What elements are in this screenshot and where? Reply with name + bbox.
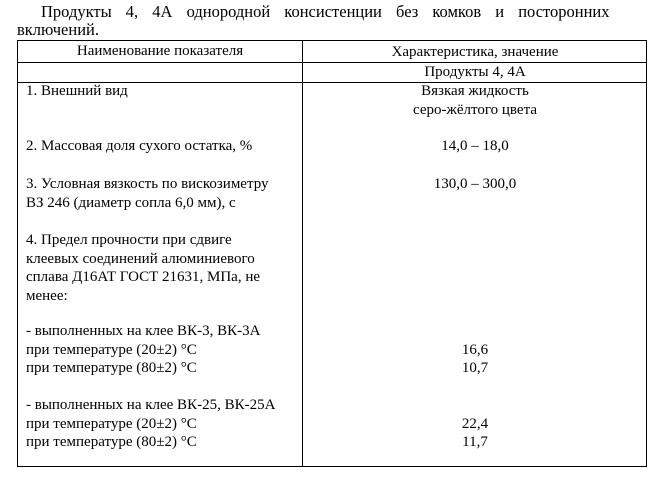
intro-line-1: Продукты 4, 4А однородной консистенции без комков и посторонних	[41, 2, 610, 21]
intro-line-2: включений.	[17, 20, 99, 39]
row-appearance-name: 1. Внешний вид	[26, 83, 128, 99]
properties-table	[17, 40, 647, 467]
header-product: Продукты 4, 4А	[424, 64, 526, 80]
row-dry-residue-value: 14,0 – 18,0	[441, 138, 509, 154]
subheader-top	[303, 62, 646, 63]
row-shear-strength-name: 4. Предел прочности при сдвиге клеевых соединений алюминиевого сплава Д16АТ ГОСТ 21631, МПа, не менее:	[26, 232, 261, 304]
row-viscosity-name: 3. Условная вязкость по вискозиметру ВЗ 246 (диаметр сопла 6,0 мм), с	[26, 176, 269, 211]
row-vk25-value: 22,4 11,7	[461, 415, 489, 450]
row-appearance-value: Вязкая жидкость серо-жёлтого цвета	[413, 83, 537, 118]
row-viscosity-value: 130,0 – 300,0	[433, 176, 517, 192]
row-vk3-value: 16,6 10,7	[461, 341, 489, 376]
row-vk3-name: - выполненных на клее ВК-3, ВК-3А при температуре (20±2) °С при температуре (80±2) °С	[26, 323, 261, 376]
header-value: Характеристика, значение	[391, 44, 559, 60]
row-dry-residue-name: 2. Массовая доля сухого остатка, %	[26, 138, 253, 154]
row-vk25-name: - выполненных на клее ВК-25, ВК-25А при температуре (20±2) °С при температуре (80±2) °С	[26, 397, 276, 450]
header-name: Наименование показателя	[76, 43, 244, 59]
